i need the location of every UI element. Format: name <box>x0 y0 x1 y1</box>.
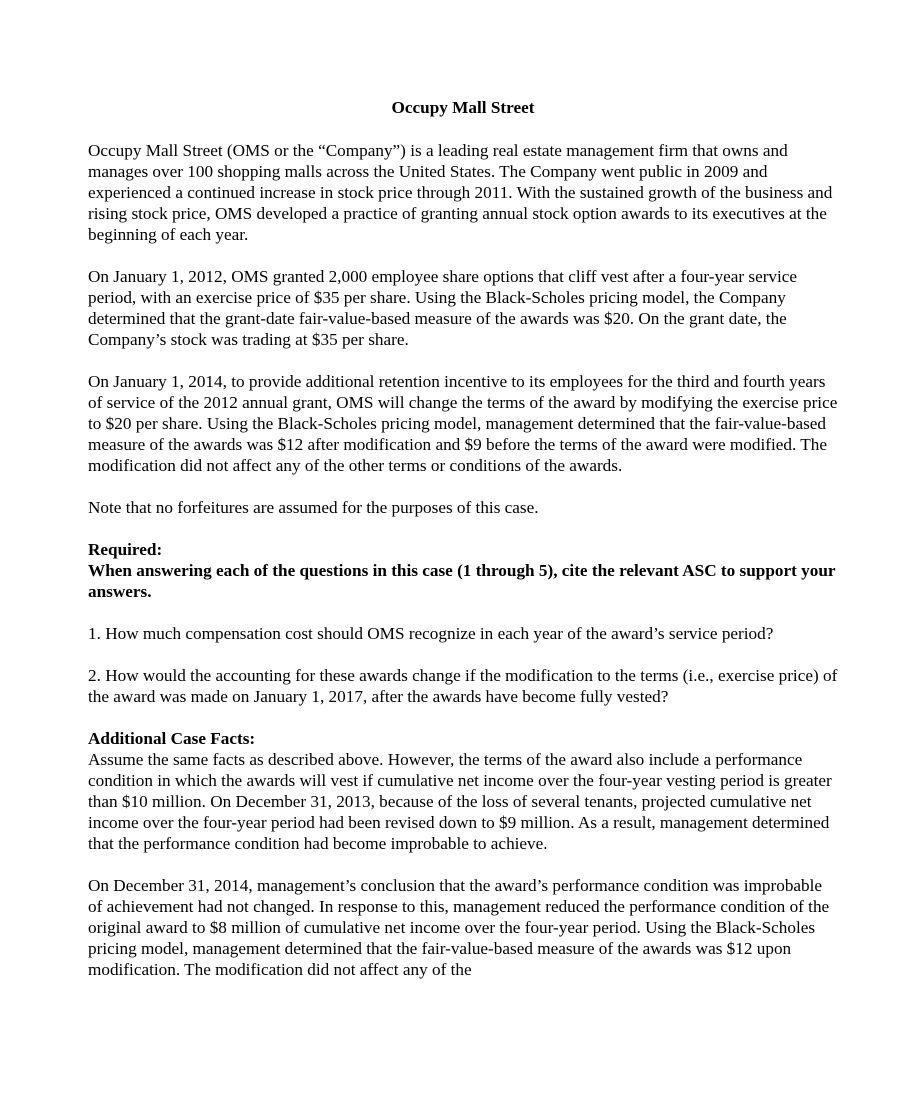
additional-facts-heading: Additional Case Facts: <box>88 729 256 748</box>
document-title: Occupy Mall Street <box>391 98 535 117</box>
required-section <box>88 539 838 602</box>
paragraph-performance-modification: On December 31, 2014, management’s conclusion that the award’s performance condition was improbable of achievement had not changed. In response to this, management reduced the performance condition of the original award to $8 million of cumulative net income over the four-year period. Using the Black-Scholes pricing model, management determined that the fair-value-based measure of the awards was $12 upon modification. The modification did not affect any of the <box>88 876 830 979</box>
paragraph-company-overview: Occupy Mall Street (OMS or the “Company”) is a leading real estate management firm that owns and manages over 100 shopping malls across the United States. The Company went public in 2009 and experienced a continued increase in stock price through 2011. With the sustained growth of the business and rising stock price, OMS developed a practice of granting annual stock option awards to its executives at the beginning of each year. <box>88 141 833 244</box>
paragraph-grant-details: On January 1, 2012, OMS granted 2,000 employee share options that cliff vest after a four-year service period, with an exercise price of $35 per share. Using the Black-Scholes pricing model, the Company determined that the grant-date fair-value-based measure of the awards was $20. On the grant date, the Company’s stock was trading at $35 per share. <box>88 267 798 349</box>
question-2: 2. How would the accounting for these awards change if the modification to the terms (i.e., exercise price) of the award was made on January 1, 2017, after the awards have become fully vested? <box>88 666 838 706</box>
document-page <box>88 97 838 980</box>
question-1: 1. How much compensation cost should OMS recognize in each year of the award’s service period? <box>88 624 774 643</box>
additional-facts-text: Assume the same facts as described above. However, the terms of the award also include a performance condition in which the awards will vest if cumulative net income over the four-year vesting period is greater than $10 million. On December 31, 2013, because of the loss of several tenants, projected cumulative net income over the four-year period had been revised down to $9 million. As a result, management determined that the performance condition had become improbable to achieve. <box>88 750 832 853</box>
paragraph-modification: On January 1, 2014, to provide additional retention incentive to its employees for the third and fourth years of service of the 2012 annual grant, OMS will change the terms of the award by modifying the exercise price to $20 per share. Using the Black-Scholes pricing model, management determined that the fair-value-based measure of the awards was $12 after modification and $9 before the terms of the award were modified. The modification did not affect any of the other terms or conditions of the awards. <box>88 372 838 475</box>
additional-facts-section <box>88 728 838 854</box>
required-instructions: When answering each of the questions in this case (1 through 5), cite the relevant ASC to support your answers. <box>88 561 836 601</box>
required-heading: Required: <box>88 540 163 559</box>
paragraph-forfeitures-note: Note that no forfeitures are assumed for the purposes of this case. <box>88 498 539 517</box>
